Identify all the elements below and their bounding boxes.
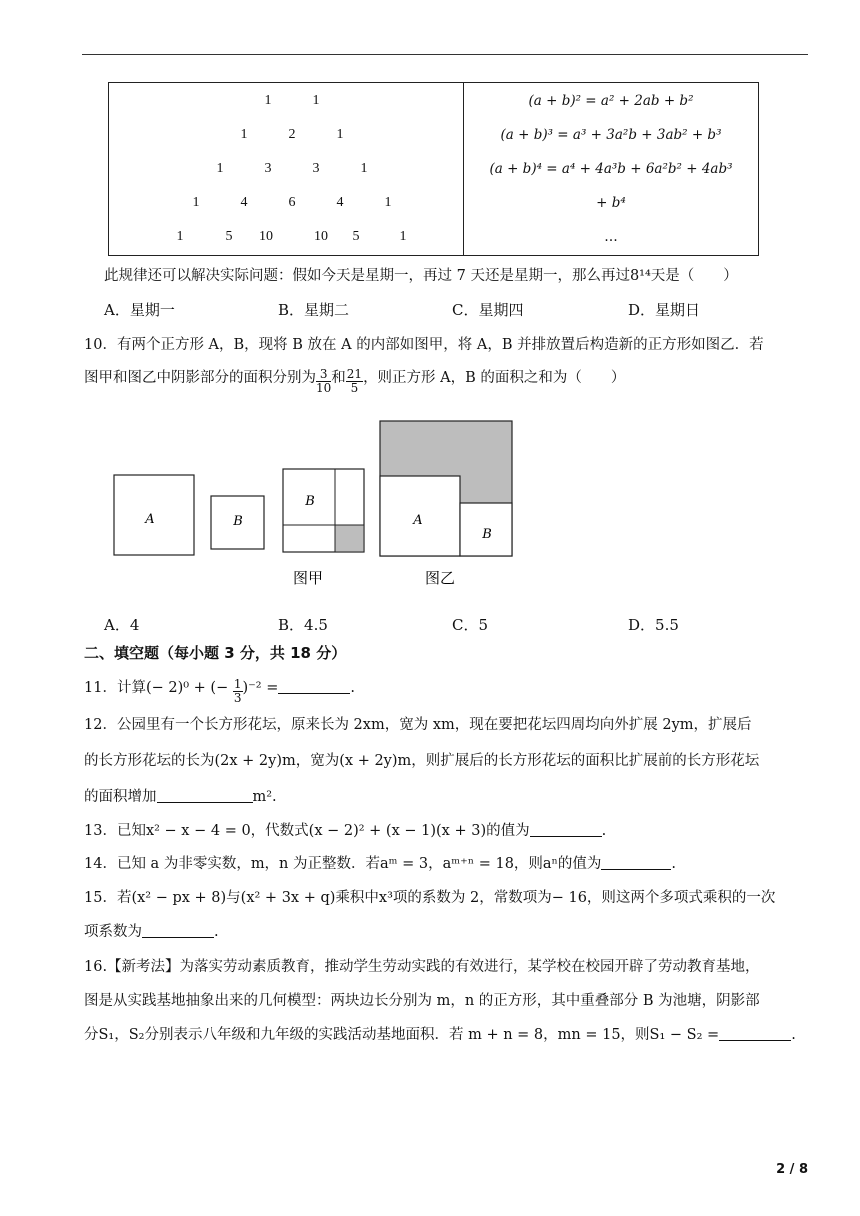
q16-end: . <box>791 1027 796 1043</box>
triangle-number: 10 <box>259 229 273 244</box>
triangle-number: 1 <box>264 93 272 108</box>
q9-option-d: D．星期日 <box>628 301 701 319</box>
q11 <box>84 676 355 705</box>
page-number: 2 / 8 <box>776 1162 808 1177</box>
figure-jia-caption: 图甲 <box>292 569 324 587</box>
q14 <box>84 852 676 873</box>
triangle-number: 1 <box>384 195 392 210</box>
q16-line3 <box>84 1023 796 1044</box>
figure-yi-caption: 图乙 <box>424 569 456 587</box>
figure-jia-shaded <box>335 525 364 552</box>
q11-pre: 11．计算(− 2)⁰ + (− <box>84 680 233 696</box>
triangle-number: 10 <box>314 229 328 244</box>
fraction-denominator: 10 <box>316 381 332 395</box>
q13 <box>84 819 606 840</box>
expansion-cube: (a + b)³ = a³ + 3a²b + 3ab² + b³ <box>500 127 722 143</box>
triangle-number: 1 <box>216 161 224 176</box>
q12-line3 <box>84 785 277 806</box>
fraction-numerator: 1 <box>233 677 242 691</box>
triangle-row-4 <box>109 195 463 215</box>
q12-line1: 12．公园里有一个长方形花坛，原来长为 2xm，宽为 xm，现在要把花坛四周均向外扩展 2ym，扩展后 <box>84 717 752 733</box>
q9-option-c: C．星期四 <box>452 301 524 319</box>
square-a-label: A <box>145 512 155 527</box>
q10-option-a: A．4 <box>104 616 140 634</box>
q15-line2-pre: 项系数为 <box>84 924 142 940</box>
q10-option-c: C．5 <box>452 616 489 634</box>
q11-answer-blank[interactable] <box>278 679 350 694</box>
fraction-denominator: 3 <box>233 691 242 705</box>
triangle-number: 1 <box>176 229 184 244</box>
q14-end: . <box>671 856 676 872</box>
q10-fraction-1 <box>316 368 331 395</box>
q14-answer-blank[interactable] <box>601 855 671 870</box>
q12-line3-post: m². <box>252 789 277 805</box>
triangle-number: 5 <box>352 229 360 244</box>
triangle-row-3 <box>109 161 463 181</box>
pascal-triangle-cell <box>109 83 464 256</box>
triangle-number: 1 <box>360 161 368 176</box>
q11-post: )⁻² = <box>242 680 279 696</box>
q13-answer-blank[interactable] <box>530 822 602 837</box>
q15-end: . <box>214 924 219 940</box>
q15-line2 <box>84 920 219 941</box>
q15-answer-blank[interactable] <box>142 923 214 938</box>
header-rule <box>82 54 808 55</box>
q10-fraction-2 <box>346 368 363 395</box>
q11-end: . <box>350 680 355 696</box>
figure-yi-a-label: A <box>413 513 423 528</box>
q10-line2-mid: 和 <box>331 370 346 386</box>
triangle-number: 4 <box>336 195 344 210</box>
q10-line2-post: ，则正方形 A，B 的面积之和为（ ） <box>363 370 626 386</box>
q10-option-d: D．5.5 <box>628 616 679 634</box>
triangle-number: 3 <box>264 161 272 176</box>
figure-yi-b-label: B <box>482 527 492 542</box>
q16-line2: 图是从实践基地抽象出来的几何模型：两块边长分别为 m，n 的正方形，其中重叠部分 B 为池塘，阴影部 <box>84 993 760 1009</box>
triangle-number: 1 <box>336 127 344 142</box>
expansion-fourth-cont: + b⁴ <box>596 195 626 211</box>
fraction-denominator: 5 <box>350 381 359 395</box>
q10-line1: 10．有两个正方形 A，B，现将 B 放在 A 的内部如图甲，将 A，B 并排放置后构造新的正方形如图乙．若 <box>84 337 764 353</box>
square-b-label: B <box>233 514 243 529</box>
triangle-row-2 <box>109 127 463 147</box>
q13-pre: 13．已知x² − x − 4 = 0，代数式(x − 2)² + (x − 1)(x + 3)的值为 <box>84 823 530 839</box>
q16-answer-blank[interactable] <box>719 1026 791 1041</box>
triangle-number: 1 <box>399 229 407 244</box>
q11-fraction <box>233 678 243 705</box>
section-heading: 二、填空题（每小题 3 分，共 18 分） <box>84 644 347 662</box>
q13-end: . <box>601 823 607 839</box>
triangle-row-5 <box>109 229 463 249</box>
fraction-numerator: 21 <box>346 367 363 381</box>
expansion-fourth: (a + b)⁴ = a⁴ + 4a³b + 6a²b² + 4ab³ <box>489 161 733 177</box>
expansion-square: (a + b)² = a² + 2ab + b² <box>528 93 694 109</box>
q12-answer-blank[interactable] <box>157 788 253 803</box>
fraction-numerator: 3 <box>316 368 331 382</box>
triangle-number: 3 <box>312 161 320 176</box>
triangle-number: 1 <box>312 93 320 108</box>
triangle-number: 6 <box>288 195 296 210</box>
triangle-row-1 <box>109 93 463 113</box>
q9-text: 此规律还可以解决实际问题：假如今天是星期一，再过 7 天还是星期一，那么再过8¹⁴天是（ ） <box>104 268 738 284</box>
q10-figure <box>100 412 530 592</box>
q10-option-b: B．4.5 <box>278 616 328 634</box>
figure-jia-b-label: B <box>305 494 315 509</box>
triangle-number: 5 <box>225 229 233 244</box>
q12-line2: 的长方形花坛的长为(2x + 2y)m，宽为(x + 2y)m，则扩展后的长方形花坛的面积比扩展前的长方形花坛 <box>84 753 760 769</box>
expansion-cell <box>464 83 759 256</box>
triangle-number: 4 <box>240 195 248 210</box>
q10-line2 <box>84 366 625 395</box>
pascal-table <box>108 82 759 256</box>
q9-option-b: B．星期二 <box>278 301 350 319</box>
q9-option-a: A．星期一 <box>104 301 175 319</box>
triangle-number: 1 <box>240 127 248 142</box>
q16-line1: 16.【新考法】为落实劳动素质教育，推动学生劳动实践的有效进行，某学校在校园开辟了劳动教育基地， <box>84 959 760 975</box>
triangle-number: 2 <box>288 127 296 142</box>
q16-line3-pre: 分S₁，S₂分别表示八年级和九年级的实践活动基地面积．若 m + n = 8，mn = 15，则S₁ − S₂ = <box>84 1027 720 1043</box>
q15-line1: 15．若(x² − px + 8)与(x² + 3x + q)乘积中x³项的系数为 2，常数项为− 16，则这两个多项式乘积的一次 <box>84 890 776 906</box>
triangle-number: 1 <box>192 195 200 210</box>
q14-pre: 14．已知 a 为非零实数，m，n 为正整数．若aᵐ = 3，aᵐ⁺ⁿ = 18，则aⁿ的值为 <box>84 856 602 872</box>
q12-line3-pre: 的面积增加 <box>84 789 157 805</box>
q10-line2-pre: 图甲和图乙中阴影部分的面积分别为 <box>84 370 316 386</box>
expansion-ellipsis: … <box>604 229 618 245</box>
